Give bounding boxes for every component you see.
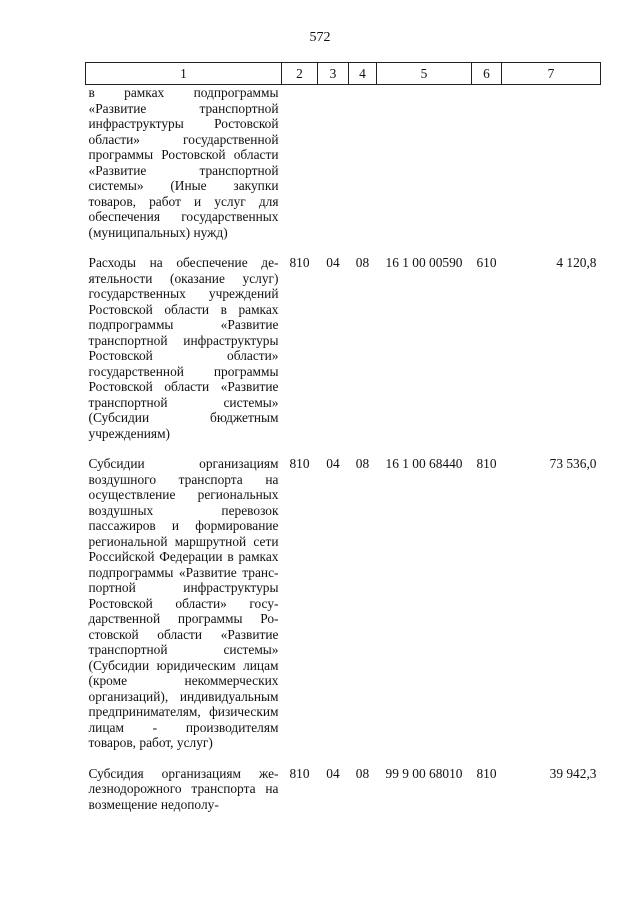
expense-type-code: 810 (476, 765, 497, 781)
amount-value: 73 536,0 (549, 456, 597, 471)
header-col-1: 1 (86, 63, 282, 85)
table-row (86, 441, 601, 751)
expense-type-code: 810 (476, 456, 497, 471)
target-article-code: 16 1 00 68440 (385, 456, 463, 471)
subsection-code: 08 (355, 456, 370, 471)
expense-name: Субсидия организациям железнодорожного транспорта на возмещение недополу- (88, 765, 279, 812)
section-code: 04 (326, 255, 340, 270)
header-col-7: 7 (502, 63, 601, 85)
table-row (86, 751, 601, 813)
subsection-code (349, 85, 377, 241)
table-header (86, 63, 601, 85)
expense-name: Расходы на обеспечение деятельности (оказание услуг) государственных учреждений Ростовской области в рамках подпрограммы «Развитие транспортной инфраструктуры Ростовской области» государственной программы Ростовской области «Развитие транспортной системы» (Субсидии бюджетным учреждениям) (88, 255, 279, 441)
section-code: 04 (326, 456, 340, 471)
subsection-code: 08 (355, 765, 370, 781)
header-row (86, 63, 601, 85)
header-col-4: 4 (349, 63, 377, 85)
amount-value (502, 85, 601, 241)
table-row (86, 85, 601, 241)
target-article-code: 16 1 00 00590 (385, 255, 463, 270)
table-body (86, 85, 601, 813)
target-article-code: 99 9 00 68010 (385, 765, 463, 781)
ministry-code (282, 85, 318, 241)
header-col-2: 2 (282, 63, 318, 85)
expense-type-code: 610 (476, 255, 497, 270)
section-code: 04 (326, 765, 340, 781)
expense-name: в рамках подпрограммы «Развитие транспортной инфраструктуры Ростовской области» государственной программы Ростовской области «Развитие транспортной системы» (Иные закупки товаров, работ и услуг для обеспечения государственных (муниципальных) нужд) (88, 85, 279, 240)
amount-value: 39 942,3 (549, 765, 597, 781)
target-article-code (377, 85, 472, 241)
ministry-code: 810 (289, 456, 310, 471)
header-col-6: 6 (472, 63, 502, 85)
ministry-code: 810 (289, 765, 310, 781)
expense-type-code (472, 85, 502, 241)
amount-value: 4 120,8 (556, 255, 597, 270)
expense-name: Субсидии организациям воздушного транспорта на осуществление региональных воздушных перевозок пассажиров и формирование региональной маршрутной сети Российской Федерации в рамках подпрограммы «Развитие транспортной инфраструктуры Ростовской области» государственной программы Ростовской области «Развитие транспортной системы» (Субсидии юридическим лицам (кроме некоммерческих организаций), индивидуальным предпринимателям, физическим лицам - производителям товаров, работ, услуг) (88, 456, 279, 750)
budget-table (85, 62, 601, 812)
table-row (86, 240, 601, 441)
header-col-3: 3 (318, 63, 349, 85)
subsection-code: 08 (355, 255, 370, 270)
header-col-5: 5 (377, 63, 472, 85)
ministry-code: 810 (289, 255, 310, 270)
page-number: 572 (309, 30, 331, 45)
section-code (318, 85, 349, 241)
